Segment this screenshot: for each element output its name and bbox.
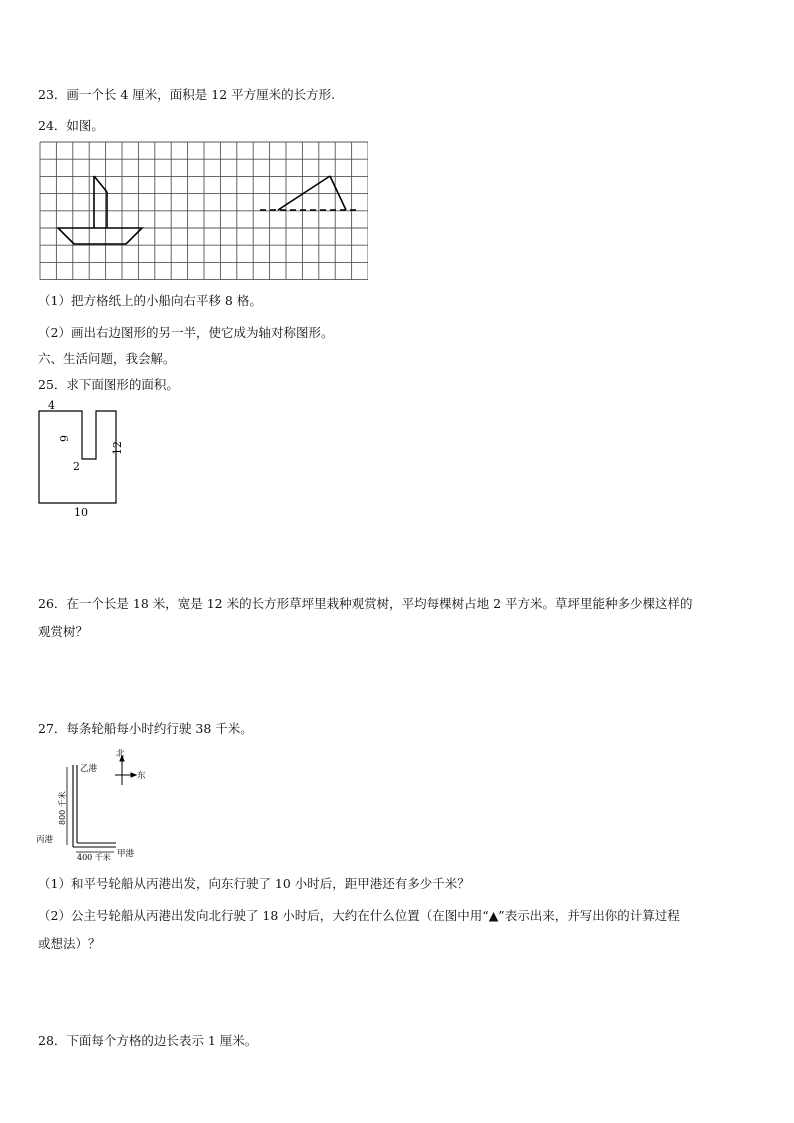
map-figure-27: [36, 747, 166, 862]
port-bing-label: 丙港: [36, 835, 54, 845]
question-26-line2: 观赏树？: [38, 624, 89, 639]
label-bottom: 10: [74, 506, 88, 519]
distance-horizontal-label: 400 千米: [77, 853, 111, 862]
boat-shape: [58, 176, 142, 244]
question-23: 23．画一个长 4 厘米，面积是 12 平方厘米的长方形.: [38, 87, 336, 102]
grid-figure-24: [38, 140, 368, 282]
label-notch-width: 2: [73, 460, 80, 473]
question-27-title: 27．每条轮船每小时约行驶 38 千米。: [38, 721, 253, 736]
question-27-part2-line1: （2）公主号轮船从丙港出发向北行驶了 18 小时后，大约在什么位置（在图中用“▲”表示出来，并写出你的计算过程: [38, 908, 680, 923]
u-shape-outline: [39, 411, 116, 503]
question-26-line1: 26．在一个长是 18 米，宽是 12 米的长方形草坪里栽种观赏树，平均每棵树占地 2 平方米。草坪里能种多少棵这样的: [38, 596, 693, 611]
compass-icon: [115, 756, 136, 785]
north-label: 北: [116, 749, 125, 759]
port-yi-label: 乙港: [80, 764, 98, 774]
question-28-title: 28．下面每个方格的边长表示 1 厘米。: [38, 1033, 258, 1048]
section-6-heading: 六、生活问题，我会解。: [38, 351, 176, 366]
port-jia-label: 甲港: [117, 849, 135, 859]
label-top: 4: [48, 399, 55, 412]
label-notch-depth: 6: [57, 435, 70, 442]
question-24-title: 24．如图。: [38, 118, 104, 133]
half-figure: [278, 176, 346, 210]
question-25-title: 25．求下面图形的面积。: [38, 377, 179, 392]
u-shape-figure-25: [30, 397, 140, 522]
question-24-part2: （2）画出右边图形的另一半，使它成为轴对称图形。: [38, 325, 334, 340]
east-label: 东: [137, 771, 146, 781]
distance-vertical-label: 800 千米: [58, 791, 67, 825]
question-24-part1: （1）把方格纸上的小船向右平移 8 格。: [38, 293, 262, 308]
question-27-part1: （1）和平号轮船从丙港出发，向东行驶了 10 小时后，距甲港还有多少千米？: [38, 876, 470, 891]
question-27-part2-line2: 或想法）？: [38, 936, 101, 951]
route-lines: [73, 765, 116, 847]
label-right: 12: [111, 441, 124, 455]
